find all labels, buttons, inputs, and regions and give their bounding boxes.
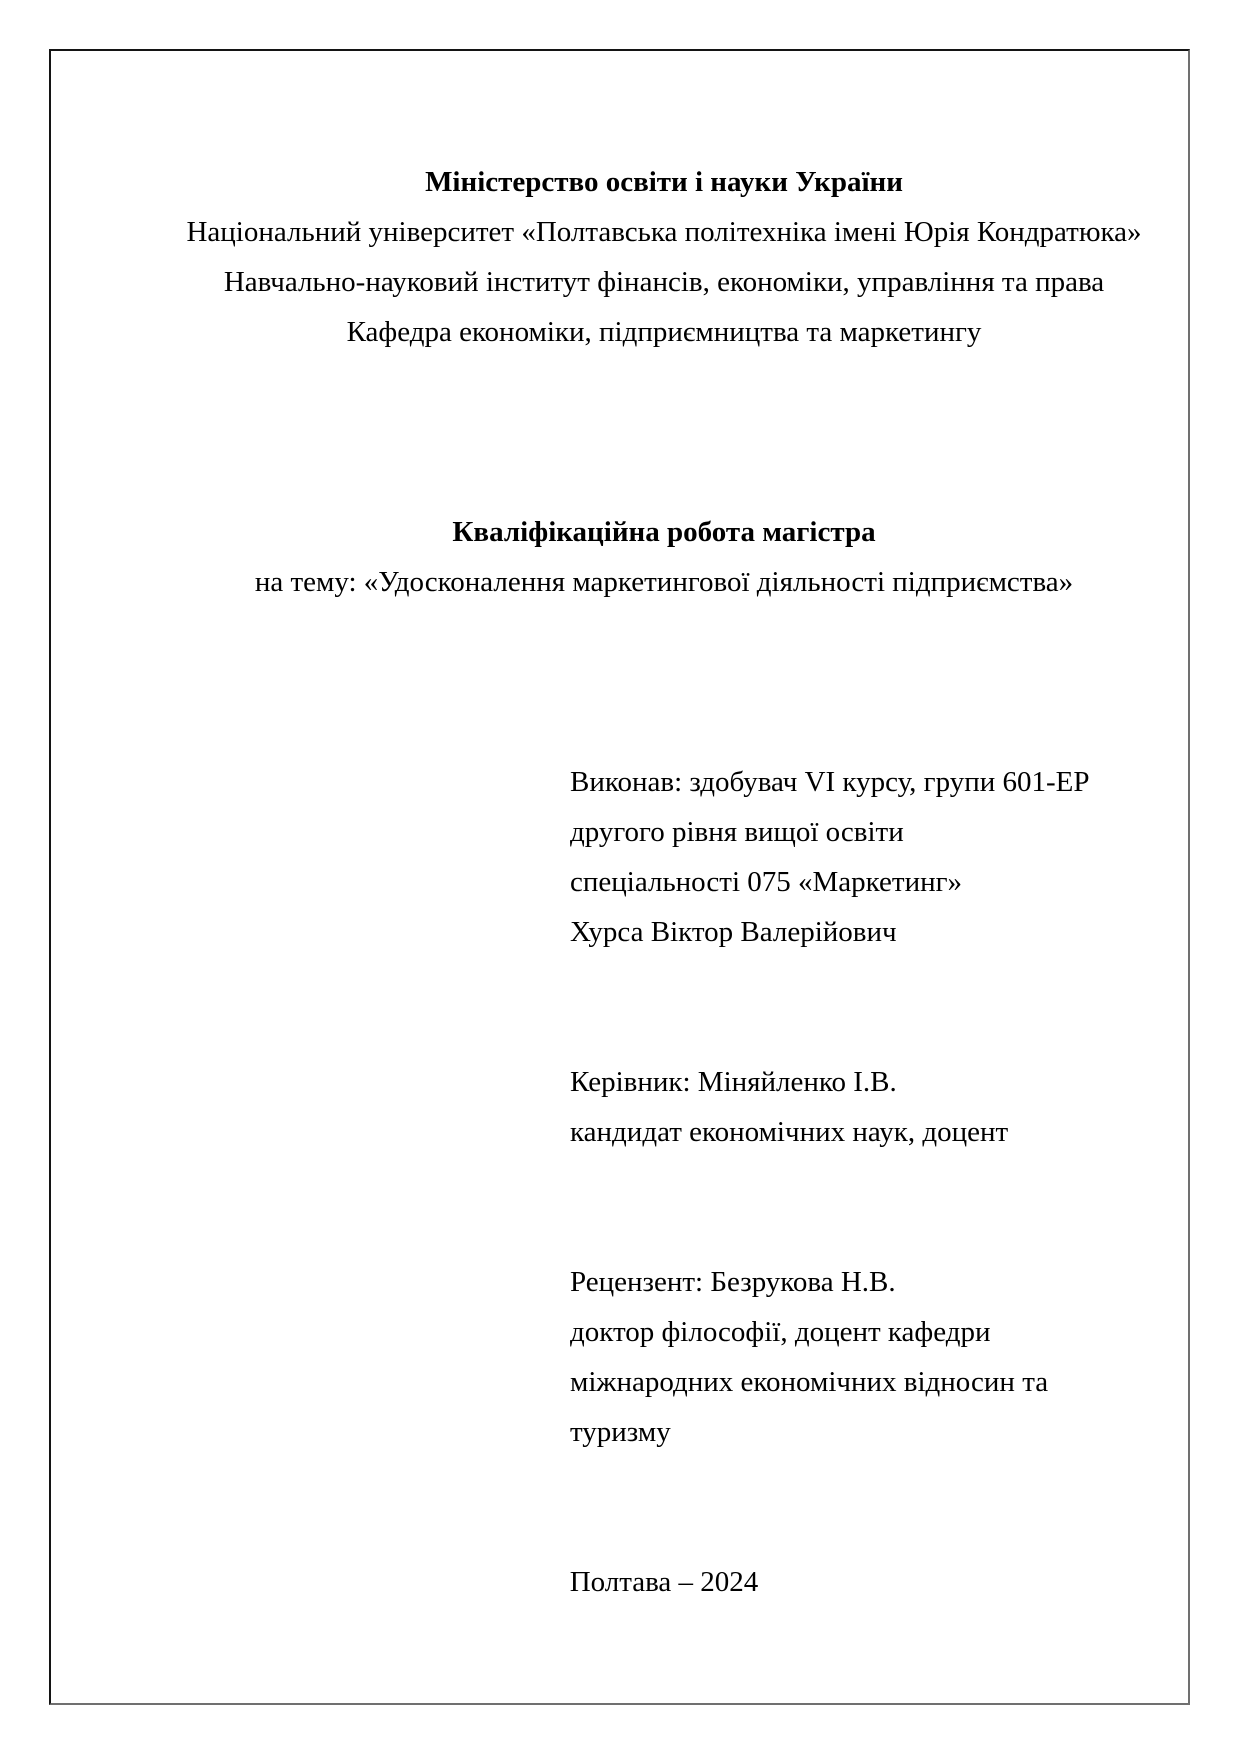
header-block <box>177 157 1151 357</box>
reviewer-block <box>570 1257 1048 1457</box>
executor-line-3: спеціальності 075 «Маркетинг» <box>570 866 963 898</box>
title-block <box>177 507 1151 607</box>
supervisor-line-2: кандидат економічних наук, доцент <box>570 1116 1009 1148</box>
supervisor-line-1: Керівник: Міняйленко І.В. <box>570 1066 897 1098</box>
reviewer-line-2: доктор філософії, доцент кафедри <box>570 1316 991 1348</box>
department-line: Кафедра економіки, підприємництва та маркетингу <box>346 316 982 348</box>
ministry-line: Міністерство освіти і науки України <box>425 166 903 198</box>
footer-block <box>177 1557 1151 1607</box>
reviewer-line-4: туризму <box>570 1416 671 1448</box>
reviewer-line-3: міжнародних економічних відносин та <box>570 1366 1049 1398</box>
supervisor-block <box>570 1057 1008 1157</box>
institute-line: Навчально-науковий інститут фінансів, економіки, управління та права <box>223 266 1105 298</box>
executor-line-2: другого рівня вищої освіти <box>570 816 904 848</box>
university-line: Національний університет «Полтавська політехніка імені Юрія Кондратюка» <box>186 216 1142 248</box>
topic-line: на тему: «Удосконалення маркетингової діяльності підприємства» <box>254 566 1074 598</box>
reviewer-line-1: Рецензент: Безрукова Н.В. <box>570 1266 896 1298</box>
city-year-line: Полтава – 2024 <box>569 1566 759 1598</box>
executor-name: Хурса Віктор Валерійович <box>570 916 897 948</box>
executor-block <box>570 757 1089 957</box>
executor-line-1: Виконав: здобувач VI курсу, групи 601-ЕР <box>570 766 1090 798</box>
work-type-title: Кваліфікаційна робота магістра <box>452 516 876 548</box>
